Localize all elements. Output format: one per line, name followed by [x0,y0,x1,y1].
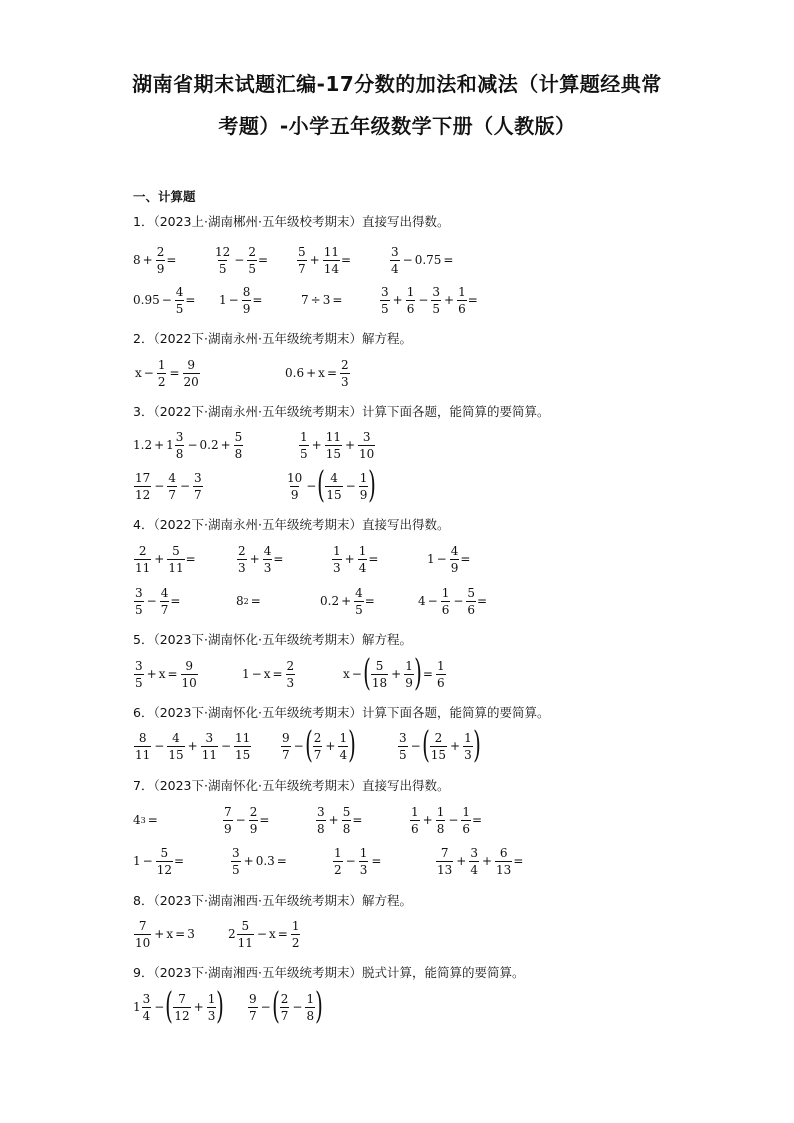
doc-title-line2: 考题）-小学五年级数学下册（人教版） [218,114,576,138]
q1-expr-2: $\frac{12}{5}$ − $\frac{2}{5}$ = [215,244,269,276]
q9-row [0,983,794,1031]
q1-expr-1: 8 + $\frac{2}{9}$ = [133,244,177,276]
q4-expr-3: $\frac{1}{3}$ + $\frac{1}{4}$ = [333,543,379,575]
q9-expr-1: 1 $\frac{3}{4}$ − ( $\frac{7}{12}$ + $\frac{1}{3}$ ) [133,986,225,1027]
q7-expr-2: $\frac{7}{9}$ − $\frac{2}{9}$ = [224,804,270,836]
q7-row-2 [0,837,794,885]
q1-expr-5: 0.95 − $\frac{4}{5}$ = [133,284,196,316]
question-8-head: 8．（2023下·湖南湘西·五年级统考期末）解方程。 [133,893,412,908]
q4-expr-4: 1 − $\frac{4}{9}$ = [427,543,471,575]
q1-expr-6: 1 − $\frac{8}{9}$ = [219,284,263,316]
q6-row [0,722,794,770]
q9-expr-2: $\frac{9}{7}$ − ( $\frac{2}{7}$ − $\frac{1}{8}$ ) [249,986,323,1027]
q3-expr-4: $\frac{10}{9}$ − ( $\frac{4}{15}$ − $\frac{1}{9}$ ) [287,465,377,506]
q4-expr-6: 8 2 = [236,594,261,608]
q5-row [0,650,794,698]
q1-row-2 [0,276,794,324]
question-4-head: 4．（2022下·湖南永州·五年级统考期末）直接写出得数。 [133,517,450,532]
question-9-head: 9．（2023下·湖南湘西·五年级统考期末）脱式计算，能简算的要简算。 [133,965,525,980]
question-7-head: 7．（2023下·湖南怀化·五年级统考期末）直接写出得数。 [133,778,450,793]
q8-row [0,910,794,958]
q7-expr-1: 4 3 = [133,813,158,827]
q6-expr-3: $\frac{3}{5}$ − ( $\frac{2}{15}$ + $\frac{1}{3}$ ) [399,725,481,766]
q4-row-1 [0,535,794,583]
question-1-head: 1．（2023上·湖南郴州·五年级校考期末）直接写出得数。 [133,214,450,229]
q4-expr-5: $\frac{3}{5}$ − $\frac{4}{7}$ = [135,585,181,617]
q3-row-2 [0,462,794,510]
q1-expr-7: 7 ÷ 3 = [301,293,343,307]
q1-expr-8: $\frac{3}{5}$ + $\frac{1}{6}$ − $\frac{3}{5}$ + $\frac{1}{6}$ = [381,284,478,316]
q4-expr-1: $\frac{2}{11}$ + $\frac{5}{11}$ = [135,543,196,575]
q5-equation-3: x − ( $\frac{5}{18}$ + $\frac{1}{9}$ ) = $\frac{1}{6}$ [343,653,445,694]
section-heading: 一、计算题 [133,189,196,204]
q2-equation-2: 0.6 + x = $\frac{2}{3}$ [285,357,349,389]
q7-expr-7: $\frac{1}{2}$ − $\frac{1}{3}$ = [334,845,382,877]
question-6-head: 6．（2023下·湖南怀化·五年级统考期末）计算下面各题，能简算的要简算。 [133,705,550,720]
q3-expr-1: 1.2 + 1 $\frac{3}{8}$ − 0.2 + $\frac{5}{8}$ [133,429,243,461]
q1-expr-4: $\frac{3}{4}$ − 0.75 = [391,244,454,276]
q7-expr-4: $\frac{1}{6}$ + $\frac{1}{8}$ − $\frac{1}{6}$ = [411,804,483,836]
q5-equation-1: $\frac{3}{5}$ + x = $\frac{9}{10}$ [135,658,197,690]
q5-equation-2: 1 − x = $\frac{2}{3}$ [242,658,295,690]
question-5-head: 5．（2023下·湖南怀化·五年级统考期末）解方程。 [133,632,412,647]
q6-expr-1: $\frac{8}{11}$ − $\frac{4}{15}$ + $\frac{3}{11}$ − $\frac{11}{15}$ [135,730,251,762]
q2-row [0,349,794,397]
q3-expr-2: $\frac{1}{5}$ + $\frac{11}{15}$ + $\frac{3}{10}$ [300,429,375,461]
q4-expr-7: 0.2 + $\frac{4}{5}$ = [320,585,375,617]
q4-expr-8: 4 − $\frac{1}{6}$ − $\frac{5}{6}$ = [418,585,488,617]
q7-expr-5: 1 − $\frac{5}{12}$ = [133,845,185,877]
q8-equation-2: 2 $\frac{5}{11}$ − x = $\frac{1}{2}$ [228,918,300,950]
q7-expr-3: $\frac{3}{8}$ + $\frac{5}{8}$ = [317,804,363,836]
q7-expr-8: $\frac{7}{13}$ + $\frac{3}{4}$ + $\frac{6}{13}$ = [437,845,524,877]
q3-expr-3: $\frac{17}{12}$ − $\frac{4}{7}$ − $\frac{3}{7}$ [135,470,202,502]
q7-expr-6: $\frac{3}{5}$ + 0.3 = [232,845,287,877]
q1-expr-3: $\frac{5}{7}$ + $\frac{11}{14}$ = [298,244,352,276]
q6-expr-2: $\frac{9}{7}$ − ( $\frac{2}{7}$ + $\frac{1}{4}$ ) [282,725,356,766]
q8-equation-1: $\frac{7}{10}$ + x = 3 [135,918,195,950]
q4-expr-2: $\frac{2}{3}$ + $\frac{4}{3}$ = [238,543,284,575]
question-2-head: 2．（2022下·湖南永州·五年级统考期末）解方程。 [133,331,412,346]
q4-row-2 [0,577,794,625]
question-3-head: 3．（2022下·湖南永州·五年级统考期末）计算下面各题，能简算的要简算。 [133,404,550,419]
doc-title-line1: 湖南省期末试题汇编-17分数的加法和减法（计算题经典常 [132,72,662,96]
q2-equation-1: x − $\frac{1}{2}$ = $\frac{9}{20}$ [135,357,199,389]
